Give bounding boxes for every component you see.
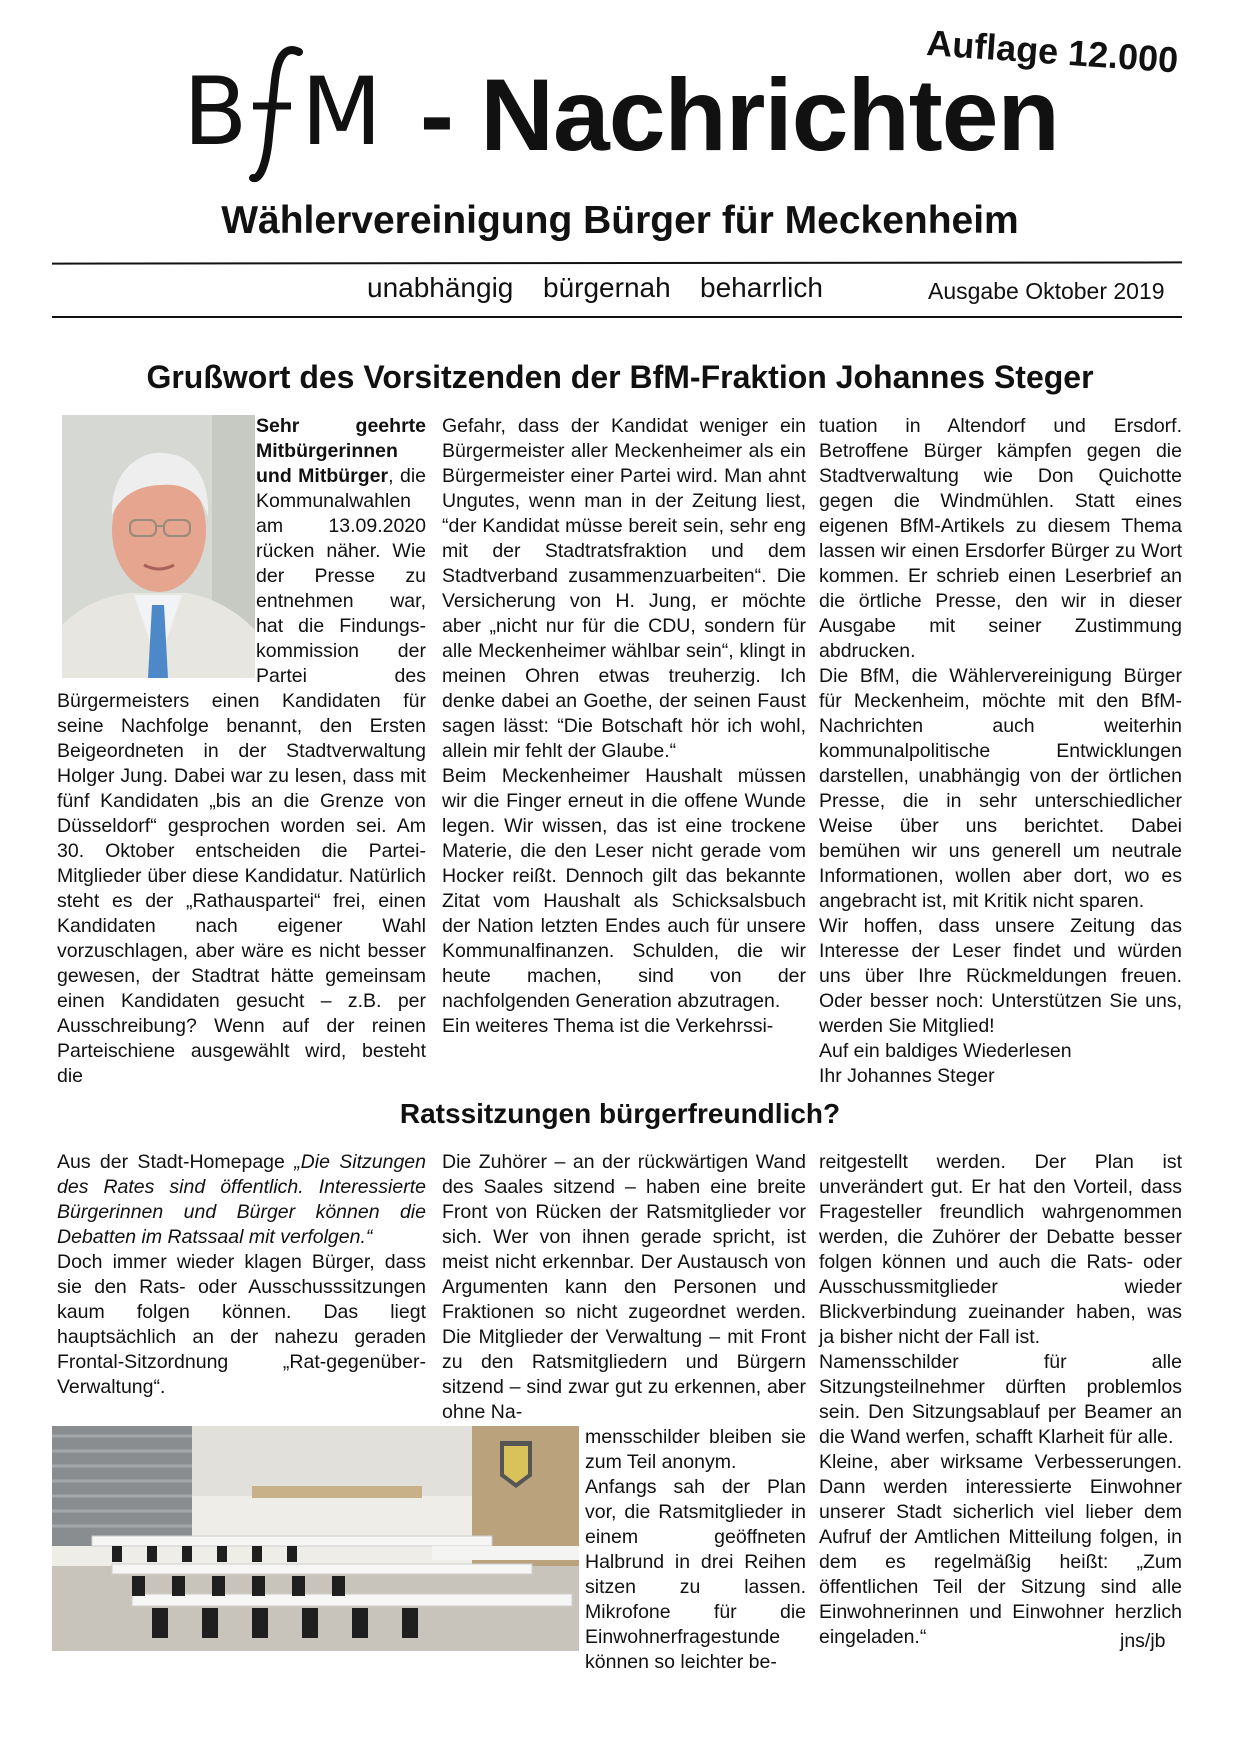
motto-word: bürgernah — [543, 272, 671, 303]
bottom-rule — [52, 316, 1182, 318]
paragraph: , die Kommunalwahlen am 13.09.2020 rücken näher. Wie der Presse zu entnehmen war, hat die Findungs-kommission der Partei des Bürgermeisters einen Kandidaten für seine Nachfolge benannt, den Ersten Beigeordneten in der Stadtverwaltung Holger Jung. Dabei war zu lesen, dass mit fünf Kandidaten „bis an die Grenze von Düsseldorf“ gesprochen worden sei. Am 30. Oktober entscheiden die Partei-Mitglieder über diese Kandidatur. Natürlich steht es der „Rathauspartei“ frei, einen Kandidaten nach eigener Wahl vorzuschlagen, aber wäre es nicht besser gewesen, der Stadtrat hätte gemeinsam einen Kandidaten gesucht – z.B. per Ausschreibung? Wenn auf der reinen Parteischiene ausgewählt wird, besteht die — [57, 465, 426, 1087]
paragraph: Gefahr, dass der Kandidat weniger ein Bürgermeister aller Meckenheimer als ein Bürgermeister einer Partei wird. Man ahnt Ungutes, wenn man in der Zeitung liest, “der Kandidat müsse bereit sein, sehr eng mit der Stadtratsfraktion und dem Stadtverband zusammenzuarbeiten“. Die Versicherung von H. Jung, er möchte aber „nicht nur für die CDU, sondern für alle Meckenheimer wählbar sein“, klingt in meinen Ohren etwas treuherzig. Ich denke dabei an Goethe, der seinen Faust sagen lässt: “Die Botschaft hör ich wohl, allein mir fehlt der Glaube.“ — [442, 415, 806, 762]
closing-line: Auf ein baldiges Wiederlesen — [819, 1040, 1072, 1062]
bfm-logo — [183, 40, 391, 190]
salutation: Sehr geehrte Mitbürgerinnen und Mitbürger — [256, 415, 426, 487]
logo-letter-b: B — [183, 58, 248, 167]
photo-spacer — [57, 414, 256, 669]
top-rule — [52, 261, 1182, 264]
paragraph: Ein weiteres Thema ist die Verkehrssi- — [442, 1015, 774, 1037]
issue-date: Ausgabe Oktober 2019 — [928, 278, 1165, 304]
article2-column-2 — [442, 1150, 806, 1673]
paragraph: Doch immer wieder klagen Bürger, dass sie den Rats- oder Ausschusssitzungen kaum folgen können. Das liegt hauptsächlich an der nahezu geraden Frontal-Sitzordnung „Rat-gegenüber-Verwaltung“. — [57, 1251, 426, 1398]
motto-word: beharrlich — [700, 272, 823, 303]
author-initials: jns/jb — [1120, 1630, 1166, 1652]
paragraph: mensschilder bleiben sie zum Teil anonym. — [585, 1426, 806, 1473]
article2-column-3 — [819, 1150, 1182, 1670]
source-intro: Aus der Stadt-Homepage — [57, 1151, 295, 1173]
paragraph: tuation in Altendorf und Ersdorf. Betroffene Bürger kämpfen gegen die Stadtverwaltung wie Don Quichotte gegen die Windmühlen. Statt eines eigenen BfM-Artikels zu diesem Thema lassen wir einen Ersdorfer Bürger zu Wort kommen. Er schrieb einen Leserbrief an die örtliche Presse, den wir in dieser Ausgabe mit seiner Zustimmung abdrucken. — [819, 415, 1182, 662]
article1-column-3 — [819, 414, 1182, 1094]
paragraph: Wir hoffen, dass unsere Zeitung das Interesse der Leser findet und würden uns über Ihre Rückmeldungen freuen. Oder besser noch: Unterstützen Sie uns, werden Sie Mitglied! — [819, 915, 1182, 1037]
paragraph: Die Zuhörer – an der rückwärtigen Wand des Saales sitzend – haben eine breite Front von Rücken der Ratsmitglieder vor sich. Wer von ihnen gerade spricht, ist meist nicht erkennbar. Der Austausch von Argumenten kann den Personen und Fraktionen so nicht zugeordnet werden. Die Mitglieder der Verwaltung – mit Front zu den Ratsmitgliedern und Bürgern sitzend – sind zwar gut zu erkennen, aber ohne Na- — [442, 1151, 806, 1423]
paragraph: Namensschilder für alle Sitzungsteilnehmer dürften problemlos sein. Den Sitzungsablauf per Beamer an die Wand werfen, schafft Klarheit für alle. — [819, 1351, 1182, 1448]
paragraph: Kleine, aber wirksame Verbesserungen. Dann werden interessierte Einwohner unserer Stadt sicherlich viel lieber dem Aufruf der Amtlichen Mitteilung folgen, in dem es regelmäßig heißt: „Zum öffentlichen Teil der Sitzung sind alle Einwohnerinnen und Einwohner herzlich eingeladen.“ — [819, 1451, 1182, 1648]
homepage-quote: „Die Sitzungen des Rates sind öffentlich. Interessierte Bürgerinnen und Bürger können die Debatten im Ratssaal mit verfolgen.“ — [57, 1151, 426, 1248]
article-headline: Grußwort des Vorsitzenden der BfM-Fraktion Johannes Steger — [146, 359, 1094, 395]
logo-letter-m: M — [301, 58, 383, 167]
article-headline: Ratssitzungen bürgerfreundlich? — [399, 1098, 841, 1129]
paragraph: Die BfM, die Wählervereinigung Bürger für Meckenheim, möchte mit den BfM-Nachrichten auch weiterhin kommunalpolitische Entwicklungen darstellen, unabhängig von der örtlichen Presse, die in sehr unterschiedlicher Weise über uns berichtet. Dabei bemühen wir uns generell um neutrale Informationen, wollen aber dort, wo es angebracht ist, mit Kritik nicht sparen. — [819, 665, 1182, 912]
circulation-note: Auflage 12.000 — [925, 22, 1180, 81]
author-signature: Ihr Johannes Steger — [819, 1065, 995, 1087]
article1-column-2 — [442, 414, 806, 1094]
motto-word: unabhängig — [367, 272, 514, 303]
subtitle: Wählervereinigung Bürger für Meckenheim — [221, 199, 1019, 242]
paragraph: Anfangs sah der Plan vor, die Ratsmitglieder in einem geöffneten Halbrund in drei Reihen sitzen zu lassen. Mikrofone für die Einwohnerfragestunde können so leichter be- — [585, 1476, 806, 1673]
newspaper-title: - Nachrichten — [420, 58, 1059, 172]
paragraph: Beim Meckenheimer Haushalt müssen wir die Finger erneut in die offene Wunde legen. Wir wissen, das ist eine trockene Materie, die den Leser nicht gerade vom Hocker reißt. Dennoch gilt das bekannte Zitat vom Haushalt als Schicksalsbuch der Nation letzten Endes auch für unsere Kommunalfinanzen. Schulden, die wir heute machen, sind von der nachfolgenden Generation abzutragen. — [442, 765, 806, 1012]
paragraph: reitgestellt werden. Der Plan ist unverändert gut. Er hat den Vorteil, dass Fragesteller freundlich wahrgenommen werden, die Zuhörer der Debatte besser folgen können und auch die Rats- oder Ausschussmitglieder wieder Blickverbindung zueinander haben, was ja bisher nicht der Fall ist. — [819, 1151, 1182, 1348]
article1-column-1 — [57, 414, 426, 1094]
